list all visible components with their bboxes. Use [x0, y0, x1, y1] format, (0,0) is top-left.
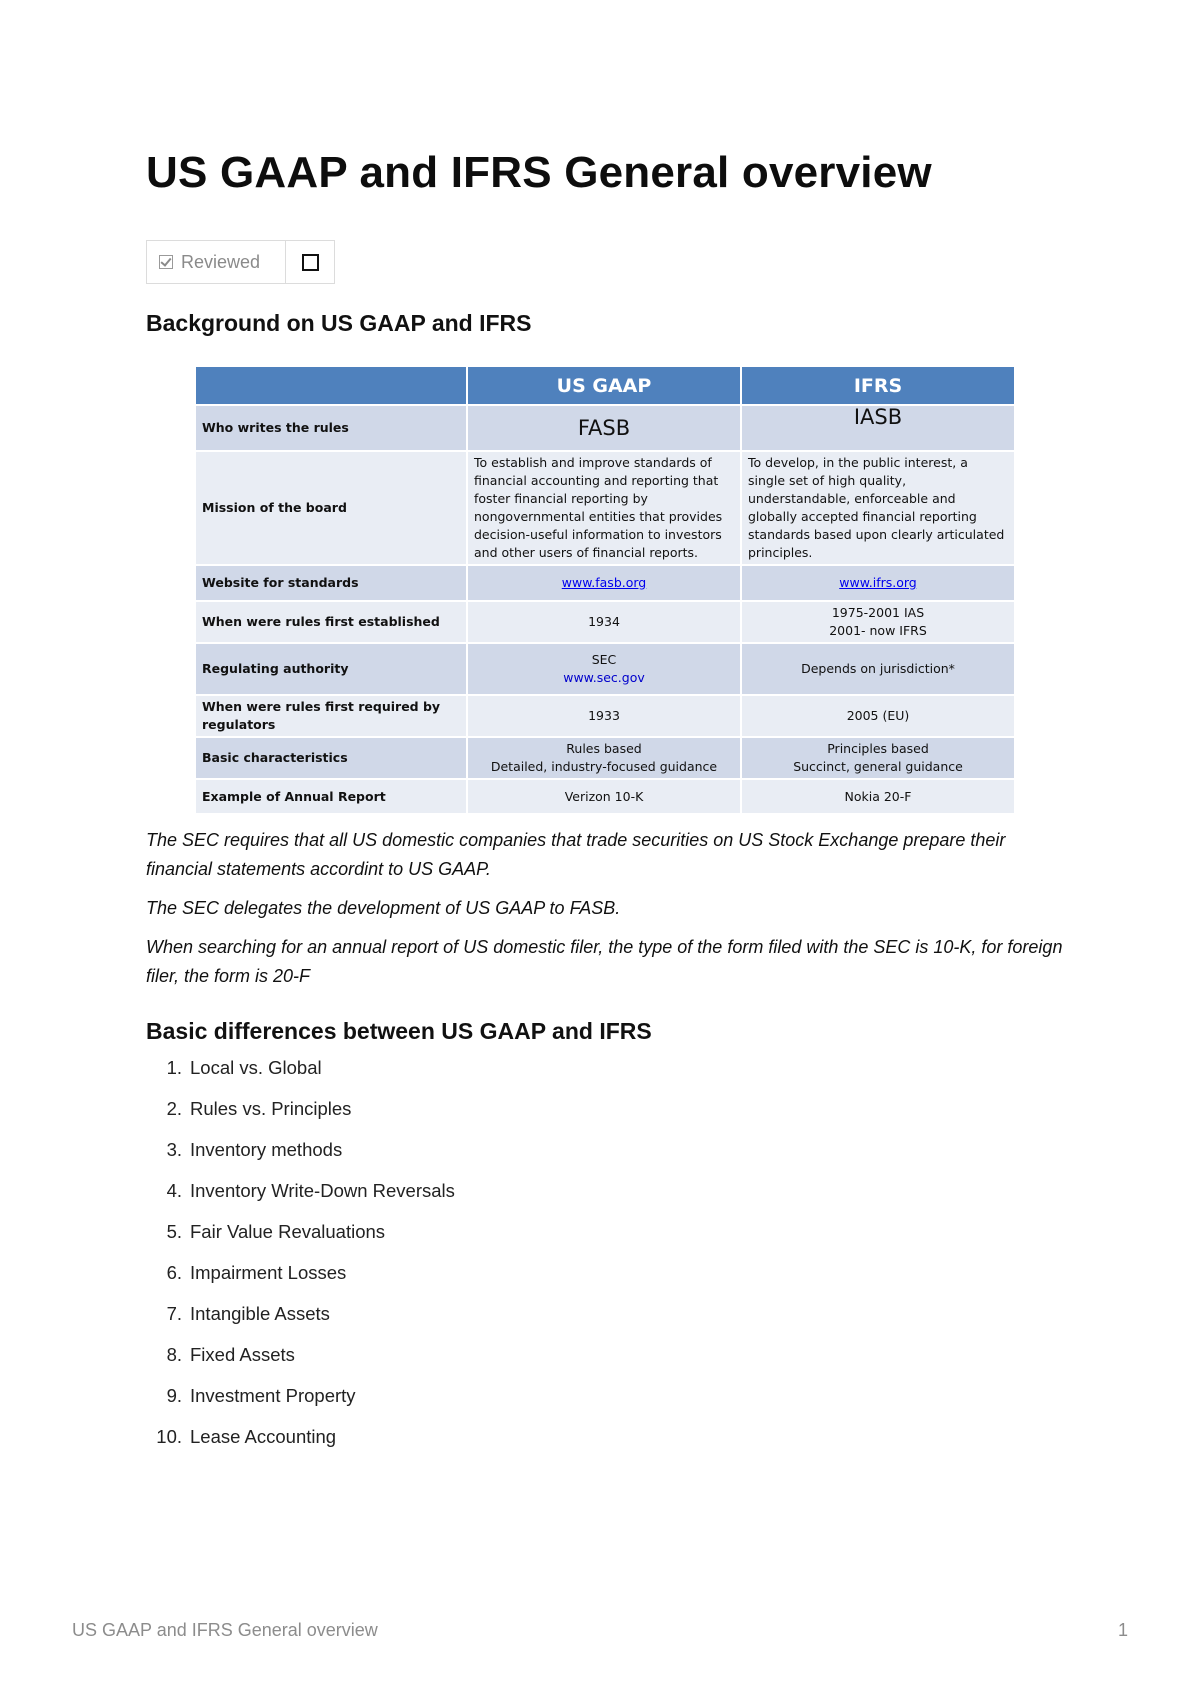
- gaap-cell: Verizon 10-K: [467, 779, 741, 814]
- sec-link[interactable]: www.sec.gov: [563, 670, 645, 685]
- gaap-cell: 1934: [467, 601, 741, 643]
- gaap-cell: [467, 737, 741, 779]
- list-number: 10.: [156, 1426, 182, 1447]
- gaap-cell: 1933: [467, 695, 741, 737]
- row-label: Mission of the board: [195, 451, 467, 565]
- table-row: [195, 643, 1015, 695]
- list-number: 8.: [166, 1344, 182, 1365]
- table-header-ifrs: IFRS: [741, 366, 1015, 405]
- gaap-cell-line: Detailed, industry-focused guidance: [490, 759, 718, 774]
- fasb-link[interactable]: www.fasb.org: [561, 575, 647, 590]
- list-number: 9.: [166, 1385, 182, 1406]
- paragraph: When searching for an annual report of US domestic filer, the type of the form filed with the SEC is 10-K, for foreign filer, the form is 20-F: [146, 937, 1063, 986]
- reviewed-checkbox[interactable]: [302, 254, 319, 271]
- ifrs-cell: [741, 565, 1015, 601]
- row-label: Basic characteristics: [195, 737, 467, 779]
- list-item-text: Intangible Assets: [190, 1303, 330, 1324]
- gaap-cell: To establish and improve standards of financial accounting and reporting that foster financial reporting by nongovernmental entities that provides decision-useful information to investors and other users of financial reports.: [467, 451, 741, 565]
- list-item-text: Rules vs. Principles: [190, 1098, 352, 1119]
- list-item: [146, 1385, 455, 1426]
- ifrs-cell: Depends on jurisdiction*: [741, 643, 1015, 695]
- list-number: 1.: [166, 1057, 182, 1078]
- gaap-cell: [467, 565, 741, 601]
- ifrs-cell: IASB: [741, 405, 1015, 451]
- list-item: [146, 1139, 455, 1180]
- list-item-text: Inventory Write-Down Reversals: [190, 1180, 455, 1201]
- footer-title: US GAAP and IFRS General overview: [72, 1620, 378, 1640]
- table-row: [195, 695, 1015, 737]
- row-label: When were rules first required by regulators: [195, 695, 467, 737]
- list-item: [146, 1426, 455, 1467]
- list-number: 2.: [166, 1098, 182, 1119]
- ifrs-link[interactable]: www.ifrs.org: [839, 575, 917, 590]
- list-item: [146, 1344, 455, 1385]
- list-item-text: Fair Value Revaluations: [190, 1221, 386, 1242]
- table-row: [195, 565, 1015, 601]
- list-item: [146, 1221, 455, 1262]
- paragraph: The SEC delegates the development of US GAAP to FASB.: [146, 898, 621, 918]
- list-item: [146, 1262, 455, 1303]
- footer-page-number: 1: [1117, 1620, 1128, 1640]
- section-heading-differences: Basic differences between US GAAP and IFRS: [146, 1018, 652, 1044]
- list-number: 5.: [166, 1221, 182, 1242]
- table-header-empty: [195, 366, 467, 405]
- sec-paragraphs: [146, 826, 1066, 1001]
- list-item: [146, 1303, 455, 1344]
- ifrs-cell: Nokia 20-F: [741, 779, 1015, 814]
- comparison-table: [194, 365, 1016, 815]
- row-label: Regulating authority: [195, 643, 467, 695]
- table-header-row: [195, 366, 1015, 405]
- ifrs-cell: To develop, in the public interest, a single set of high quality, understandable, enforceable and globally accepted financial reporting standards based upon clearly articulated principles.: [741, 451, 1015, 565]
- list-item-text: Local vs. Global: [190, 1057, 322, 1078]
- row-label: Who writes the rules: [195, 405, 467, 451]
- reviewed-property-label: [147, 241, 286, 283]
- list-item-text: Impairment Losses: [190, 1262, 347, 1283]
- list-item-text: Lease Accounting: [190, 1426, 337, 1447]
- ifrs-cell: [741, 601, 1015, 643]
- differences-list: [146, 1057, 455, 1467]
- list-item-text: Inventory methods: [190, 1139, 343, 1160]
- table-row: [195, 601, 1015, 643]
- reviewed-value: [286, 241, 334, 283]
- section-heading-background: Background on US GAAP and IFRS: [146, 310, 532, 336]
- page-title: US GAAP and IFRS General overview: [146, 148, 932, 197]
- list-item-text: Investment Property: [190, 1385, 356, 1406]
- row-label: Website for standards: [195, 565, 467, 601]
- gaap-cell-line: SEC: [591, 652, 617, 667]
- row-label: When were rules first established: [195, 601, 467, 643]
- gaap-cell-line: Rules based: [566, 741, 642, 756]
- ifrs-cell: [741, 737, 1015, 779]
- ifrs-cell-line: Succinct, general guidance: [793, 759, 963, 774]
- list-number: 4.: [166, 1180, 182, 1201]
- table-row: [195, 405, 1015, 451]
- table-row: [195, 779, 1015, 814]
- list-item-text: Fixed Assets: [190, 1344, 295, 1365]
- gaap-cell: FASB: [467, 405, 741, 451]
- ifrs-cell-line: 2001- now IFRS: [829, 623, 927, 638]
- row-label: Example of Annual Report: [195, 779, 467, 814]
- table-row: [195, 737, 1015, 779]
- table-row: [195, 451, 1015, 565]
- list-item: [146, 1098, 455, 1139]
- reviewed-label-text: Reviewed: [181, 251, 261, 272]
- list-number: 7.: [166, 1303, 182, 1324]
- paragraph: The SEC requires that all US domestic companies that trade securities on US Stock Exchange prepare their financial statements accordint to US GAAP.: [146, 830, 1006, 879]
- reviewed-property: [146, 240, 335, 284]
- list-number: 6.: [166, 1262, 182, 1283]
- list-item: [146, 1180, 455, 1221]
- table-header-us-gaap: US GAAP: [467, 366, 741, 405]
- ifrs-cell: 2005 (EU): [741, 695, 1015, 737]
- list-number: 3.: [166, 1139, 182, 1160]
- gaap-cell: [467, 643, 741, 695]
- ifrs-cell-line: Principles based: [827, 741, 929, 756]
- ifrs-cell-line: 1975-2001 IAS: [831, 605, 925, 620]
- checkbox-property-icon: [159, 255, 173, 269]
- list-item: [146, 1057, 455, 1098]
